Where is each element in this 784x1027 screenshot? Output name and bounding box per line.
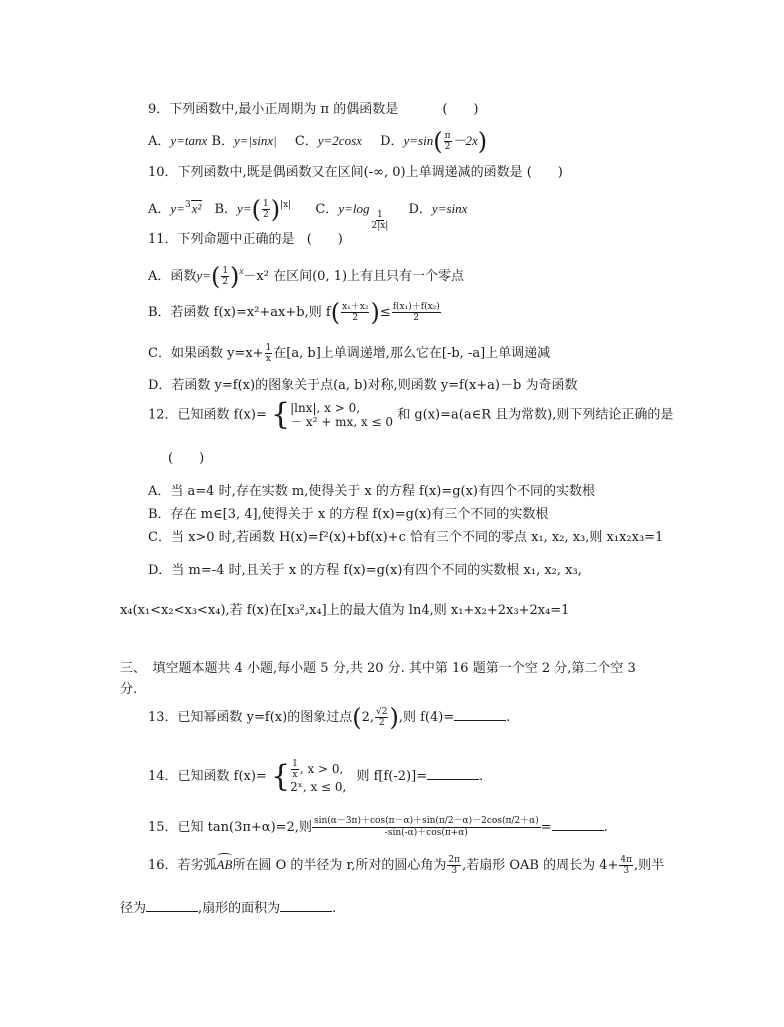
q16-cont: 径为 ,扇形的面积为 . — [120, 901, 337, 916]
answer-paren: ( ) — [306, 232, 343, 247]
answer-blank-area[interactable] — [280, 899, 332, 912]
q12-option-a: A．当 a=4 时,存在实数 m,使得关于 x 的方程 f(x)=g(x)有四个不同的实数根 — [148, 484, 595, 499]
section-3-heading-cont: 分. — [120, 682, 138, 697]
q11-option-c: C．如果函数 y=x+ $\frac{1}{x}$ 在[a, b]上单调递增,那么它在[-b, -a]上单调递减 — [148, 343, 551, 364]
section-3-heading: 三、 填空题本题共 4 小题,每小题 5 分,共 20 分. 其中第 16 题第一个空 2 分,第二个空 3 — [120, 661, 636, 676]
q13: 13．已知幂函数 y=f(x)的图象过点(2, $\frac{√2}{2}$ ),则 f(4)= . — [148, 703, 511, 732]
q9-options: A．y=tanx B．y=|sinx| C．y=2cosx D．y=sin( $\frac{\pi}{2}$ －2x) — [148, 127, 488, 156]
answer-paren: ( ) — [442, 102, 479, 117]
q10-stem: 10．下列函数中,既是偶函数又在区间(-∞, 0)上单调递减的函数是 ( ) — [148, 165, 563, 180]
answer-blank[interactable] — [427, 767, 479, 780]
q12-option-c: C．当 x>0 时,若函数 H(x)=f²(x)+bf(x)+c 恰有三个不同的零点 x₁, x₂, x₃,则 x₁x₂x₃=1 — [148, 530, 664, 545]
answer-blank[interactable] — [552, 818, 604, 831]
q15: 15．已知 tan(3π+α)=2,则 $\frac{\sin(\alpha-3\pi)+\cos(\pi-\alpha)+\sin(\pi/2-\alpha)-2\cos(\pi/2+\alpha)}{-\sin(-\alpha)+\cos(\pi+\alpha)}$ = . — [148, 816, 608, 838]
q11-stem: 11．下列命题中正确的是 ( ) — [148, 232, 343, 247]
q12-stem: 12．已知函数 f(x)= { |lnx|, x > 0, － x² + mx, x ≤ 0 和 g(x)=a(a∈R 且为常数),则下列结论正确的是 — [148, 397, 674, 432]
q12-option-b: B．存在 m∈[3, 4],使得关于 x 的方程 f(x)=g(x)有三个不同的实数根 — [148, 507, 549, 522]
answer-blank[interactable] — [454, 708, 506, 721]
q9-stem: 9．下列函数中,最小正周期为 π 的偶函数是 ( ) — [148, 102, 479, 117]
q11-option-d: D．若函数 y=f(x)的图象关于点(a, b)对称,则函数 y=f(x+a)－b 为奇函数 — [148, 378, 578, 393]
answer-paren: ( ) — [168, 451, 205, 466]
arc-ab: AB — [216, 857, 233, 872]
q11-option-a: A．函数y=( $\frac{1}{2}$ )$^x$－x² 在区间(0, 1)上有且只有一个零点 — [148, 262, 465, 291]
q16: 16．若劣弧AB所在圆 O 的半径为 r,所对的圆心角为 $\frac{2\pi}{3}$ ,若扇形 OAB 的周长为 4+ $\frac{4\pi}{3}$ ,则半 — [148, 855, 665, 876]
q11-option-b: B．若函数 f(x)=x²+ax+b,则 f( $\frac{\text{x₁＋x₂}}{2}$ )≤ $\frac{\text{f(x₁)＋f(x₂)}}{2}$ — [148, 298, 440, 327]
q12-option-d: D．当 m=-4 时,且关于 x 的方程 f(x)=g(x)有四个不同的实数根 x₁, x₂, x₃, — [148, 563, 582, 578]
q10-options: A．y=$^3$x² B．y=( $\frac{1}{2}$ )$^{|x|}$ C．y=log $\frac{1}{2|x|}$ D．y=sinx — [148, 195, 468, 231]
answer-blank-radius[interactable] — [146, 899, 198, 912]
q12-option-d-cont: x₄(x₁<x₂<x₃<x₄),若 f(x)在[x₃²,x₄]上的最大值为 ln4,则 x₁+x₂+2x₃+2x₄=1 — [120, 603, 570, 618]
q14: 14．已知函数 f(x)= { $\frac{1}{x}$ , x > 0, 2ˣ, x ≤ 0, 则 f[f(-2)]= . — [148, 758, 484, 794]
